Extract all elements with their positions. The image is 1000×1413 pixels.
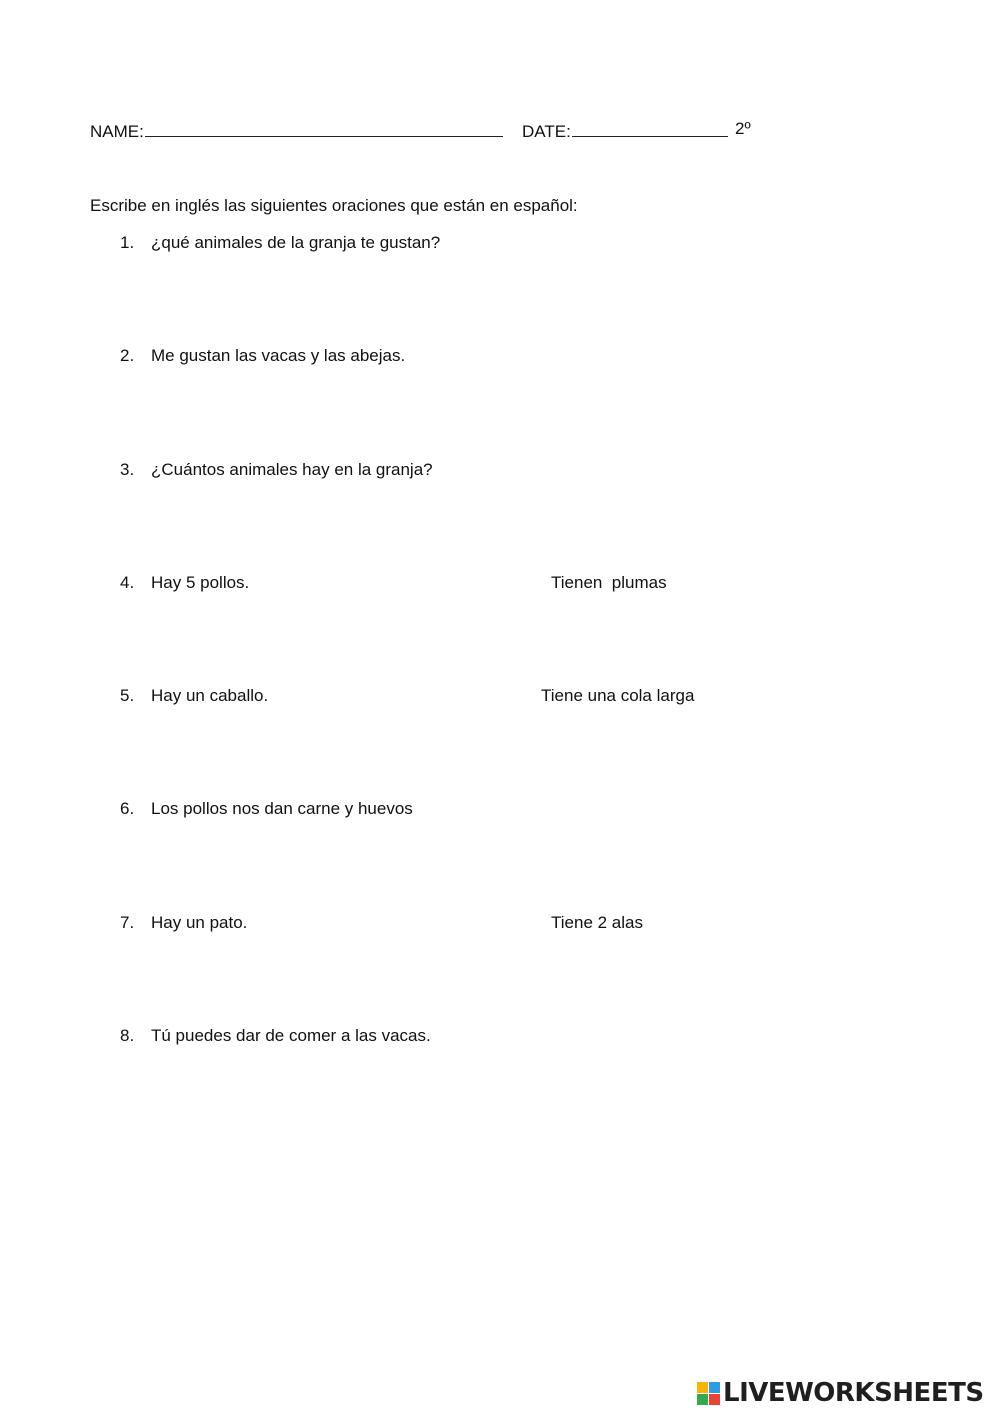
logo-mark-icon	[697, 1382, 720, 1405]
item-text: ¿qué animales de la granja te gustan?	[151, 233, 441, 252]
date-blank-line	[572, 119, 728, 137]
name-label: NAME:	[90, 122, 144, 141]
grade-label: 2º	[735, 119, 751, 138]
list-item	[0, 346, 1000, 372]
list-item	[0, 1026, 1000, 1052]
item-number: 4.	[120, 573, 135, 592]
list-item	[0, 913, 1000, 939]
item-text: Hay un pato.	[151, 913, 248, 932]
list-item	[0, 460, 1000, 486]
item-number: 1.	[120, 233, 135, 252]
list-item	[0, 233, 1000, 259]
item-text: Hay 5 pollos.	[151, 573, 250, 592]
liveworksheets-logo	[697, 1376, 984, 1410]
item-extra-text: Tienen plumas	[551, 573, 667, 592]
item-text: Tú puedes dar de comer a las vacas.	[151, 1026, 431, 1045]
logo-text: LIVEWORKSHEETS	[723, 1378, 984, 1408]
item-number: 2.	[120, 346, 135, 365]
logo-square	[697, 1382, 708, 1393]
name-blank-line	[145, 119, 503, 137]
instructions: Escribe en inglés las siguientes oraciones que están en español:	[90, 196, 578, 215]
header-line	[90, 119, 810, 145]
item-number: 8.	[120, 1026, 135, 1045]
item-extra-text: Tiene una cola larga	[541, 686, 695, 705]
item-number: 7.	[120, 913, 135, 932]
item-number: 6.	[120, 799, 135, 818]
list-item	[0, 686, 1000, 712]
date-field	[522, 119, 728, 142]
date-label: DATE:	[522, 122, 571, 141]
item-extra-text: Tiene 2 alas	[551, 913, 643, 932]
list-item	[0, 573, 1000, 599]
item-text: Me gustan las vacas y las abejas.	[151, 346, 406, 365]
item-number: 3.	[120, 460, 135, 479]
item-text: ¿Cuántos animales hay en la granja?	[151, 460, 433, 479]
item-number: 5.	[120, 686, 135, 705]
item-text: Hay un caballo.	[151, 686, 269, 705]
logo-square	[709, 1394, 720, 1405]
item-text: Los pollos nos dan carne y huevos	[151, 799, 413, 818]
logo-square	[697, 1394, 708, 1405]
list-item	[0, 799, 1000, 825]
logo-square	[709, 1382, 720, 1393]
